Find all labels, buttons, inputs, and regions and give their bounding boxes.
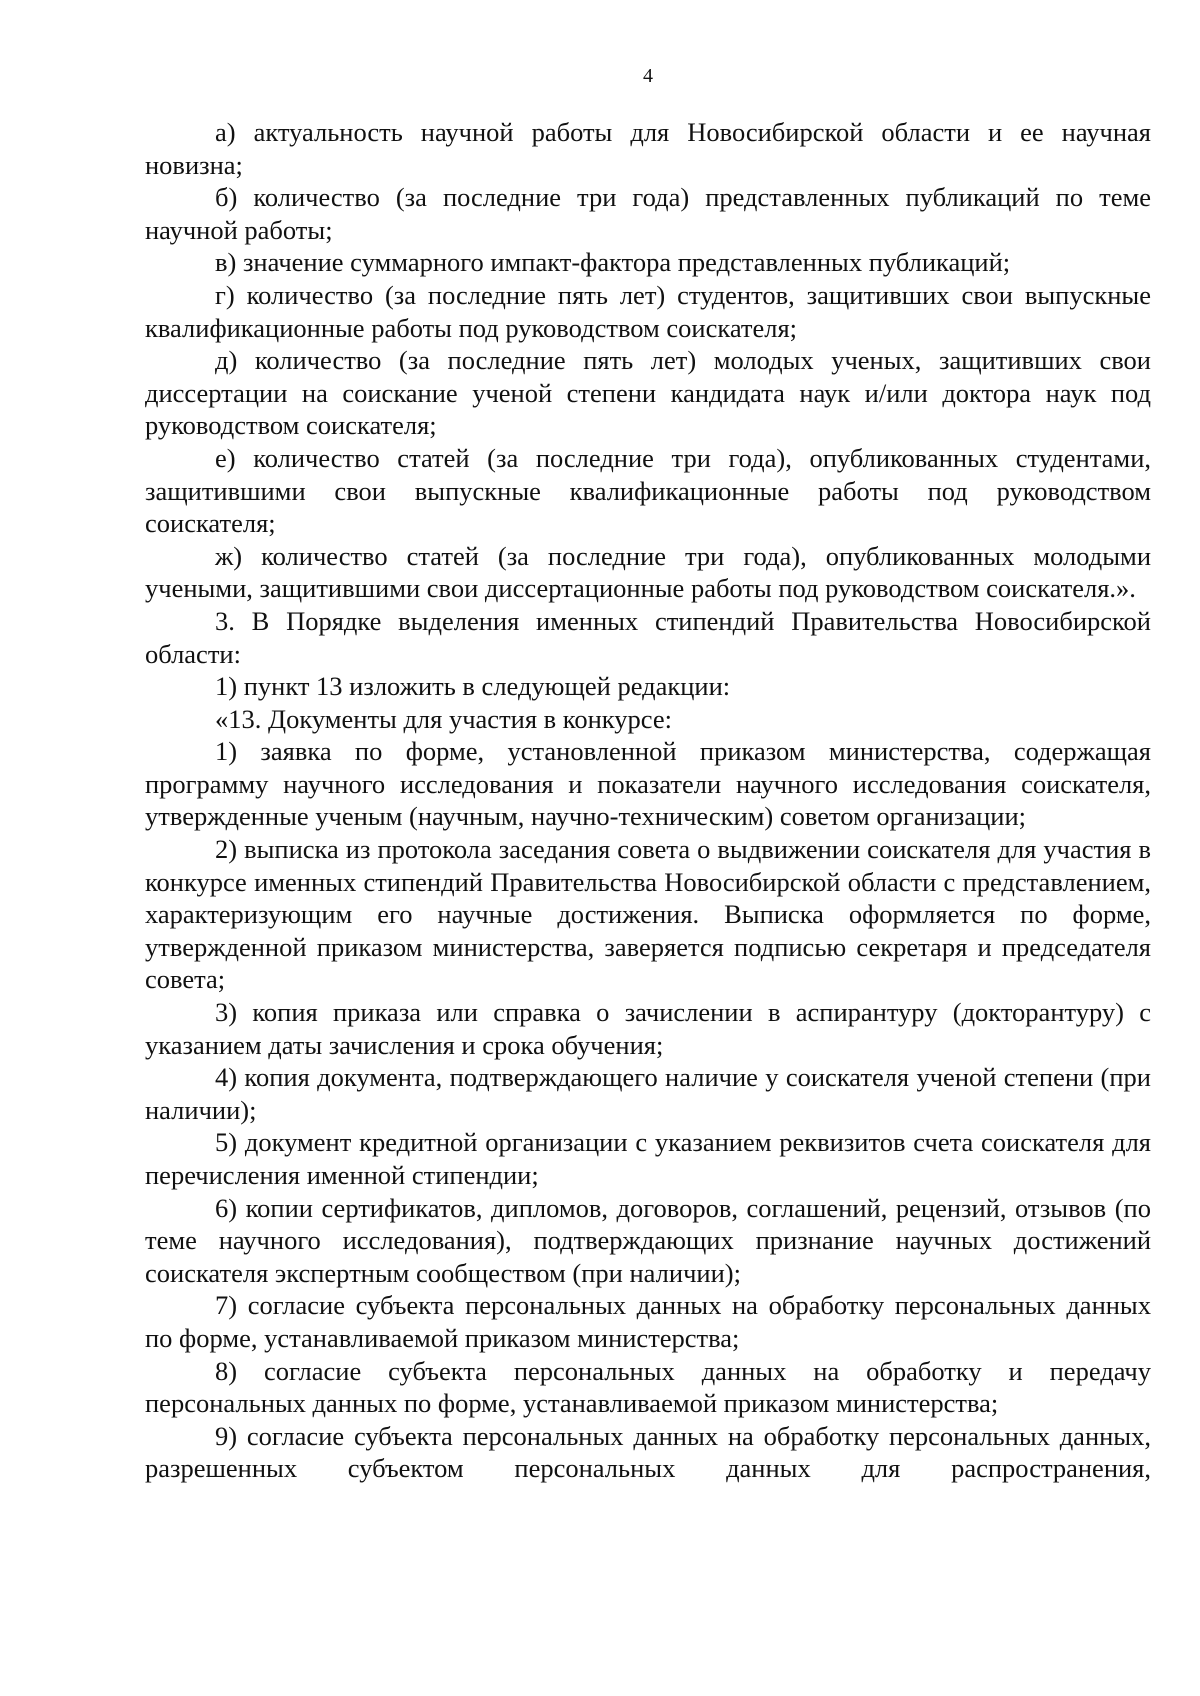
paragraph-criterion-v: в) значение суммарного импакт-фактора представленных публикаций; xyxy=(215,247,1011,278)
paragraph-criterion-b: б) количество (за последние три года) представленных публикаций по теме научной работы; xyxy=(145,182,1151,245)
paragraph-document-2: 2) выписка из протокола заседания совета о выдвижении соискателя для участия в конкурсе именных стипендий Правительства Новосибирской области с представлением, характеризующим его научные достижения. Выписка оформляется по форме, утвержденной приказом министерства, заверяется подписью секретаря и председателя совета; xyxy=(145,834,1151,995)
paragraph-criterion-zh: ж) количество статей (за последние три года), опубликованных молодыми учеными, защитившими свои диссертационные работы под руководством соискателя.». xyxy=(145,540,1151,604)
paragraph-criterion-a: а) актуальность научной работы для Новосибирской области и ее научная новизна; xyxy=(145,117,1151,180)
paragraph-item-1-edit: 1) пункт 13 изложить в следующей редакции: xyxy=(215,671,731,702)
paragraph-document-8: 8) согласие субъекта персональных данных на обработку и передачу персональных данных по форме, устанавливаемой приказом министерства; xyxy=(145,1355,1151,1419)
paragraph-document-7: 7) согласие субъекта персональных данных на обработку персональных данных по форме, устанавливаемой приказом министерства; xyxy=(145,1290,1151,1353)
paragraph-document-3: 3) копия приказа или справка о зачислении в аспирантуру (докторантуру) с указанием даты зачисления и срока обучения; xyxy=(145,997,1151,1060)
paragraph-criterion-g: г) количество (за последние пять лет) студентов, защитивших свои выпускные квалификационные работы под руководством соискателя; xyxy=(145,279,1151,343)
paragraph-criterion-e: е) количество статей (за последние три года), опубликованных студентами, защитившими свои выпускные квалификационные работы под руководством соискателя; xyxy=(145,442,1151,539)
paragraph-document-5: 5) документ кредитной организации с указанием реквизитов счета соискателя для перечисления именной стипендии; xyxy=(145,1127,1151,1190)
paragraph-document-9: 9) согласие субъекта персональных данных на обработку персональных данных, разрешенных субъектом персональных данных для распространения, xyxy=(145,1420,1151,1484)
paragraph-criterion-d: д) количество (за последние пять лет) молодых ученых, защитивших свои диссертации на соискание ученой степени кандидата наук и/или доктора наук под руководством соискателя; xyxy=(145,345,1151,441)
document-page xyxy=(145,64,1151,1485)
paragraph-document-4: 4) копия документа, подтверждающего наличие у соискателя ученой степени (при наличии); xyxy=(145,1062,1151,1125)
paragraph-document-1: 1) заявка по форме, установленной приказом министерства, содержащая программу научного исследования и показатели научного исследования соискателя, утвержденные ученым (научным, научно-техническим) советом организации; xyxy=(145,736,1151,832)
paragraph-clause-13-heading: «13. Документы для участия в конкурсе: xyxy=(215,703,672,734)
page-number: 4 xyxy=(643,65,653,87)
paragraph-document-6: 6) копии сертификатов, дипломов, договоров, соглашений, рецензий, отзывов (по теме научного исследования), подтверждающих признание научных достижений соискателя экспертным сообществом (при наличии); xyxy=(145,1192,1151,1288)
paragraph-section-3: 3. В Порядке выделения именных стипендий Правительства Новосибирской области: xyxy=(145,605,1151,669)
